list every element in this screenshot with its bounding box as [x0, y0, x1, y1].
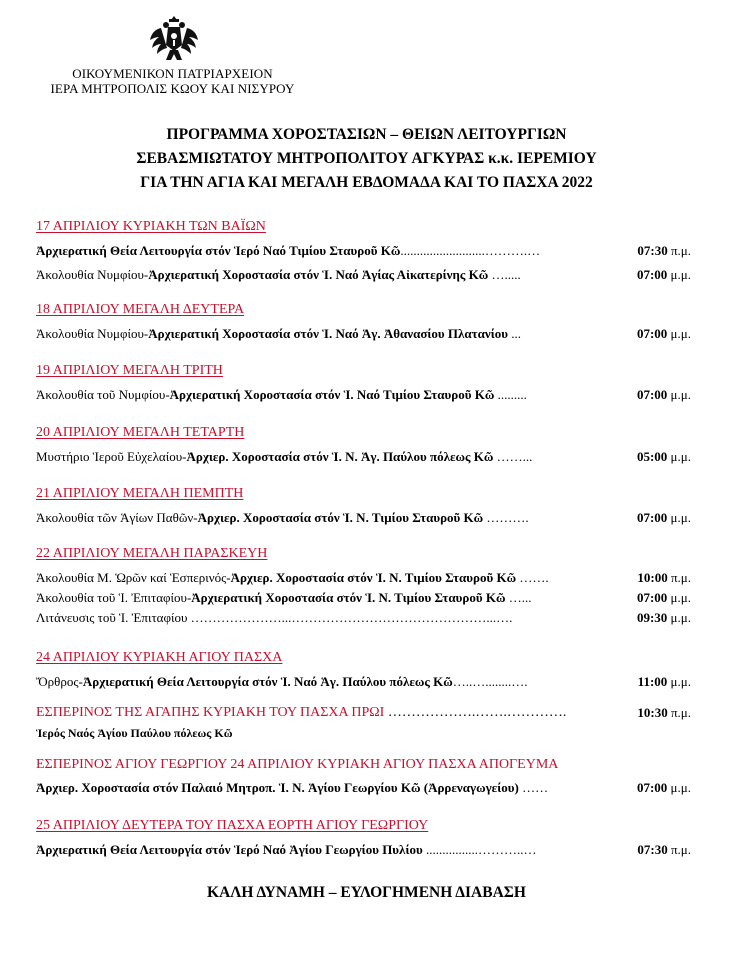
schedule-row — [36, 674, 691, 692]
service-description: Ἀκολουθία Νυμφίου-Ἀρχιερατική Χοροστασία στόν Ἱ. Ναό Ἁγίας Αἰκατερίνης Κῶ …..... — [36, 267, 521, 282]
service-time: 09:30 μ.μ. — [636, 610, 691, 625]
service-time: 07:00 μ.μ. — [636, 590, 691, 605]
schedule-row — [36, 243, 691, 261]
document-title-line-2: ΣΕΒΑΣΜΙΩΤΑΤΟΥ ΜΗΤΡΟΠΟΛΙΤΟΥ ΑΓΚΥΡΑΣ κ.κ. ΙΕΡΕΜΙΟΥ — [136, 150, 597, 167]
schedule-row-agape-vespers — [36, 705, 691, 725]
service-description: Ἀκολουθία τῶν Ἁγίων Παθῶν-Ἀρχιερ. Χοροστασία στόν Ἱ. Ν. Τιμίου Σταυροῦ Κῶ ………. — [36, 510, 529, 525]
schedule-row — [36, 267, 691, 285]
organization-name: ΟΙΚΟΥΜΕΝΙΚΟΝ ΠΑΤΡΙΑΡΧΕΙΟΝ — [72, 66, 273, 81]
service-description: Λιτάνευσις τοῦ Ἱ. Ἐπιταφίου …………………...………………………………………...…. — [36, 610, 513, 625]
schedule-row — [36, 387, 691, 405]
section-heading-palm-sunday: 17 ΑΠΡΙΛΙΟΥ ΚΥΡΙΑΚΗ ΤΩΝ ΒΑΪΩΝ — [36, 219, 266, 234]
service-time: 07:30 π.μ. — [637, 842, 691, 857]
schedule-row — [36, 610, 691, 628]
service-description: Ἀρχιερ. Χοροστασία στόν Παλαιό Μητροπ. Ἱ. Ν. Ἁγίου Γεωργίου Κῶ (Ἀρρεναγωγείου) …… — [36, 780, 549, 795]
service-description: Ἀκολουθία τοῦ Ἱ. Ἐπιταφίου-Ἀρχιερατική Χοροστασία στόν Ἱ. Ν. Τιμίου Σταυροῦ Κῶ …... — [36, 590, 532, 605]
schedule-row — [36, 726, 691, 744]
schedule-row — [36, 326, 691, 344]
service-time: 05:00 μ.μ. — [636, 449, 691, 464]
service-time: 07:00 μ.μ. — [636, 267, 691, 282]
section-heading-holy-wednesday: 20 ΑΠΡΙΛΙΟΥ ΜΕΓΑΛΗ ΤΕΤΑΡΤΗ — [36, 425, 245, 440]
section-heading-holy-friday: 22 ΑΠΡΙΛΙΟΥ ΜΕΓΑΛΗ ΠΑΡΑΣΚΕΥΗ — [36, 546, 268, 561]
schedule-row — [36, 570, 691, 588]
section-heading-easter-sunday: 24 ΑΠΡΙΛΙΟΥ ΚΥΡΙΑΚΗ ΑΓΙΟΥ ΠΑΣΧΑ — [36, 650, 283, 665]
service-time: 07:00 μ.μ. — [636, 510, 691, 525]
schedule-row — [36, 780, 691, 798]
schedule-row — [36, 510, 691, 528]
service-time: 11:00 μ.μ. — [637, 674, 691, 689]
service-time: 10:00 π.μ. — [637, 570, 691, 585]
document-title-line-1: ΠΡΟΓΡΑΜΜΑ ΧΟΡΟΣΤΑΣΙΩΝ – ΘΕΙΩΝ ΛΕΙΤΟΥΡΓΙΩΝ — [166, 126, 567, 143]
service-description: Ὄρθρος-Ἀρχιερατική Θεία Λειτουργία στόν Ἱ. Ναό Ἁγ. Παύλου πόλεως Κῶ…..…........…. — [36, 674, 528, 689]
service-description: Μυστήριο Ἱεροῦ Εὐχελαίου-Ἀρχιερ. Χοροστασία στόν Ἱ. Ν. Ἁγ. Παύλου πόλεως Κῶ ……... — [36, 449, 533, 464]
service-description: Ἀρχιερατική Θεία Λειτουργία στόν Ἱερό Ναό Ἁγίου Γεωργίου Πυλίου ................………..… — [36, 842, 537, 857]
service-time: 07:30 π.μ. — [637, 243, 691, 258]
schedule-row — [36, 590, 691, 608]
church-location: Ἱερός Ναός Ἁγίου Παύλου πόλεως Κῶ — [36, 726, 233, 740]
section-heading-st-george-vespers: ΕΣΠΕΡΙΝΟΣ ΑΓΙΟΥ ΓΕΩΡΓΙΟΥ 24 ΑΠΡΙΛΙΟΥ ΚΥΡΙΑΚΗ ΑΓΙΟΥ ΠΑΣΧΑ ΑΠΟΓΕΥΜΑ — [36, 757, 559, 772]
service-time: 07:00 μ.μ. — [636, 780, 691, 795]
double-headed-eagle-icon — [148, 12, 200, 64]
section-heading-holy-monday: 18 ΑΠΡΙΛΙΟΥ ΜΕΓΑΛΗ ΔΕΥΤΕΡΑ — [36, 302, 245, 317]
section-heading-holy-thursday: 21 ΑΠΡΙΛΙΟΥ ΜΕΓΑΛΗ ΠΕΜΠΤΗ — [36, 486, 244, 501]
section-heading-holy-tuesday: 19 ΑΠΡΙΛΙΟΥ ΜΕΓΑΛΗ ΤΡΙΤΗ — [36, 363, 223, 378]
service-description: Ἀκολουθία Νυμφίου-Ἀρχιερατική Χοροστασία στόν Ἱ. Ναό Ἁγ. Ἀθανασίου Πλατανίου ... — [36, 326, 522, 341]
service-time: 07:00 μ.μ. — [636, 326, 691, 341]
schedule-row — [36, 842, 691, 860]
document-title-line-3: ΓΙΑ ΤΗΝ ΑΓΙΑ ΚΑΙ ΜΕΓΑΛΗ ΕΒΔΟΜΑΔΑ ΚΑΙ ΤΟ ΠΑΣΧΑ 2022 — [140, 174, 593, 191]
metropolis-name: ΙΕΡΑ ΜΗΤΡΟΠΟΛΙΣ ΚΩΟΥ ΚΑΙ ΝΙΣΥΡΟΥ — [50, 81, 295, 96]
service-description: Ἀρχιερατική Θεία Λειτουργία στόν Ἱερό Ναό Τιμίου Σταυροῦ Κῶ..........................……….… — [36, 243, 541, 258]
service-description: Ἀκολουθία τοῦ Νυμφίου-Ἀρχιερατική Χοροστασία στόν Ἱ. Ναό Τιμίου Σταυροῦ Κῶ ......... — [36, 387, 527, 402]
schedule-row — [36, 449, 691, 467]
closing-wishes: ΚΑΛΗ ΔΥΝΑΜΗ – ΕΥΛΟΓΗΜΕΝΗ ΔΙΑΒΑΣΗ — [207, 884, 526, 901]
service-description: Ἀκολουθία Μ. Ὡρῶν καί Ἑσπερινός-Ἀρχιερ. Χοροστασία στόν Ἱ. Ν. Τιμίου Σταυροῦ Κῶ ……. — [36, 570, 549, 585]
service-time: 10:30 π.μ. — [637, 705, 691, 720]
section-heading-easter-monday: 25 ΑΠΡΙΛΙΟΥ ΔΕΥΤΕΡΑ ΤΟΥ ΠΑΣΧΑ ΕΟΡΤΗ ΑΓΙΟΥ ΓΕΩΡΓΙΟΥ — [36, 818, 429, 833]
service-time: 07:00 μ.μ. — [636, 387, 691, 402]
section-heading-agape-vespers: ΕΣΠΕΡΙΝΟΣ ΤΗΣ ΑΓΑΠΗΣ ΚΥΡΙΑΚΗ ΤΟΥ ΠΑΣΧΑ ΠΡΩΙ ……………….…….…………. — [36, 705, 567, 720]
